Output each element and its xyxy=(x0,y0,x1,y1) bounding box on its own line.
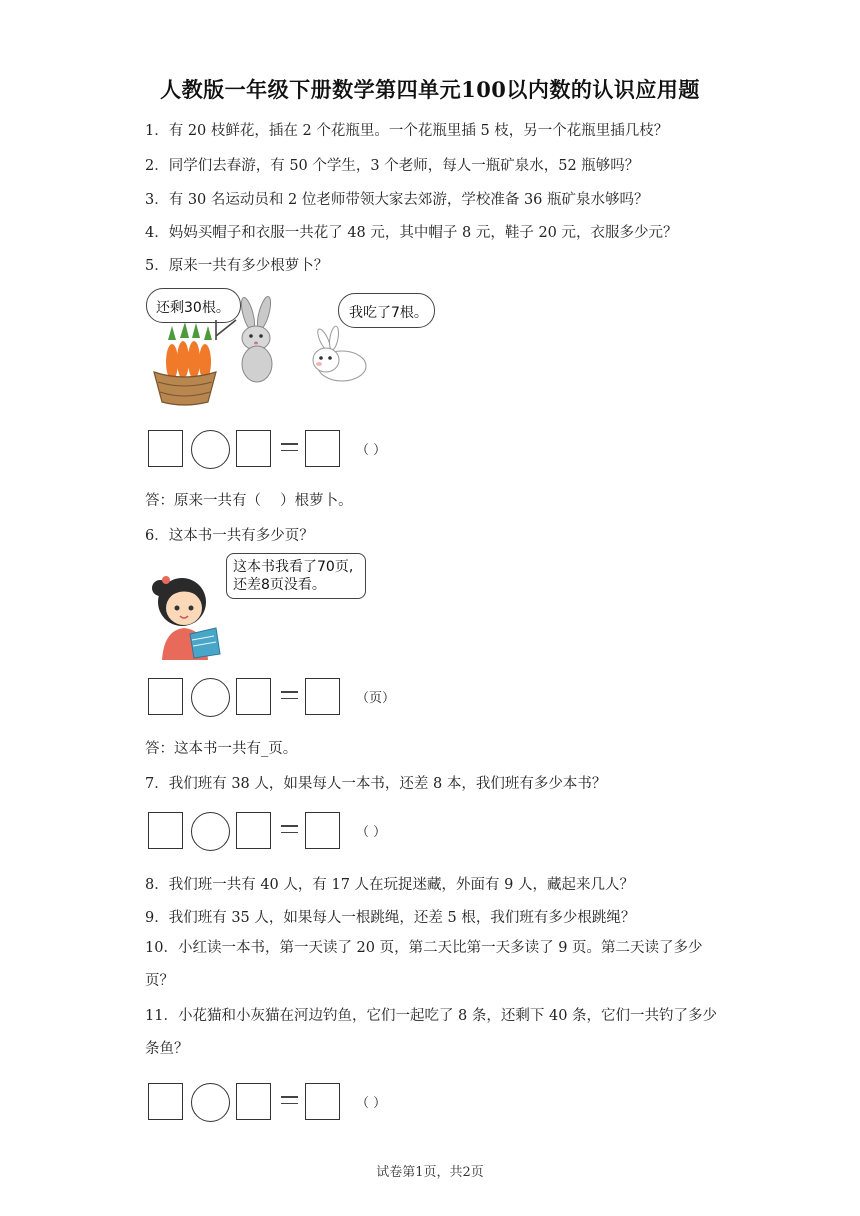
question-4: 4．妈妈买帽子和衣服一共花了 48 元，其中帽子 8 元，鞋子 20 元，衣服多少元？ xyxy=(145,225,678,241)
question-5: 5．原来一共有多少根萝卜？ xyxy=(145,258,329,274)
answer-line-q6: 答：这本书一共有_页。 xyxy=(145,741,298,757)
answer-box[interactable] xyxy=(148,430,183,467)
result-box[interactable] xyxy=(305,678,340,715)
page-footer: 试卷第1页，共2页 xyxy=(376,1165,484,1180)
question-2: 2．同学们去春游，有 50 个学生，3 个老师，每人一瓶矿泉水，52 瓶够吗？ xyxy=(145,158,640,174)
equals-sign xyxy=(281,691,298,704)
gray-rabbit-icon xyxy=(232,296,284,384)
page-title: 人教版一年级下册数学第四单元100以内数的认识应用题 xyxy=(160,77,700,102)
result-box[interactable] xyxy=(305,812,340,849)
operator-circle[interactable] xyxy=(191,1083,230,1122)
white-rabbit-icon xyxy=(306,328,370,386)
question-9: 9．我们班有 35 人，如果每人一根跳绳，还差 5 根，我们班有多少根跳绳？ xyxy=(145,910,636,926)
answer-line-q5: 答：原来一共有（ ）根萝卜。 xyxy=(145,493,353,509)
answer-box[interactable] xyxy=(236,430,271,467)
operator-circle[interactable] xyxy=(191,678,230,717)
unit-label: （ ） xyxy=(356,1096,387,1111)
speech-text-line-2: 还差8页没看。 xyxy=(233,577,326,593)
answer-box[interactable] xyxy=(236,1083,271,1120)
unit-label: （页） xyxy=(356,691,396,706)
equation-row-q5 xyxy=(148,430,408,470)
equation-row-q7 xyxy=(148,812,408,852)
equation-row-q11 xyxy=(148,1083,408,1123)
question-8: 8．我们班一共有 40 人，有 17 人在玩捉迷藏，外面有 9 人，藏起来几人？ xyxy=(145,877,635,893)
speech-bubble-girl xyxy=(226,553,366,599)
speech-bubble-right xyxy=(338,293,435,328)
question-7: 7．我们班有 38 人，如果每人一本书，还差 8 本，我们班有多少本书？ xyxy=(145,776,607,792)
speech-text-right: 我吃了7根。 xyxy=(349,305,428,321)
answer-box[interactable] xyxy=(148,678,183,715)
reading-girl-icon xyxy=(146,574,226,664)
equals-sign xyxy=(281,443,298,456)
question-1: 1．有 20 枝鲜花，插在 2 个花瓶里。一个花瓶里插 5 枝，另一个花瓶里插几枝？ xyxy=(145,123,669,139)
unit-label: （ ） xyxy=(356,825,387,840)
result-box[interactable] xyxy=(305,430,340,467)
question-11: 11．小花猫和小灰猫在河边钓鱼，它们一起吃了 8 条，还剩下 40 条，它们一共钓了多少条鱼？ xyxy=(145,1008,718,1057)
answer-box[interactable] xyxy=(148,812,183,849)
answer-box[interactable] xyxy=(148,1083,183,1120)
equals-sign xyxy=(281,1096,298,1109)
operator-circle[interactable] xyxy=(191,430,230,469)
speech-text-line-1: 这本书我看了70页, xyxy=(233,559,354,575)
question-6: 6．这本书一共有多少页？ xyxy=(145,528,314,544)
result-box[interactable] xyxy=(305,1083,340,1120)
speech-text-left: 还剩30根。 xyxy=(156,300,230,316)
answer-box[interactable] xyxy=(236,812,271,849)
answer-box[interactable] xyxy=(236,678,271,715)
equals-sign xyxy=(281,825,298,838)
question-10: 10．小红读一本书，第一天读了 20 页，第二天比第一天多读了 9 页。第二天读了多少页？ xyxy=(145,940,703,989)
unit-label: （ ） xyxy=(356,443,387,458)
operator-circle[interactable] xyxy=(191,812,230,851)
question-3: 3．有 30 名运动员和 2 位老师带领大家去郊游，学校准备 36 瓶矿泉水够吗？ xyxy=(145,192,649,208)
equation-row-q6 xyxy=(148,678,408,718)
